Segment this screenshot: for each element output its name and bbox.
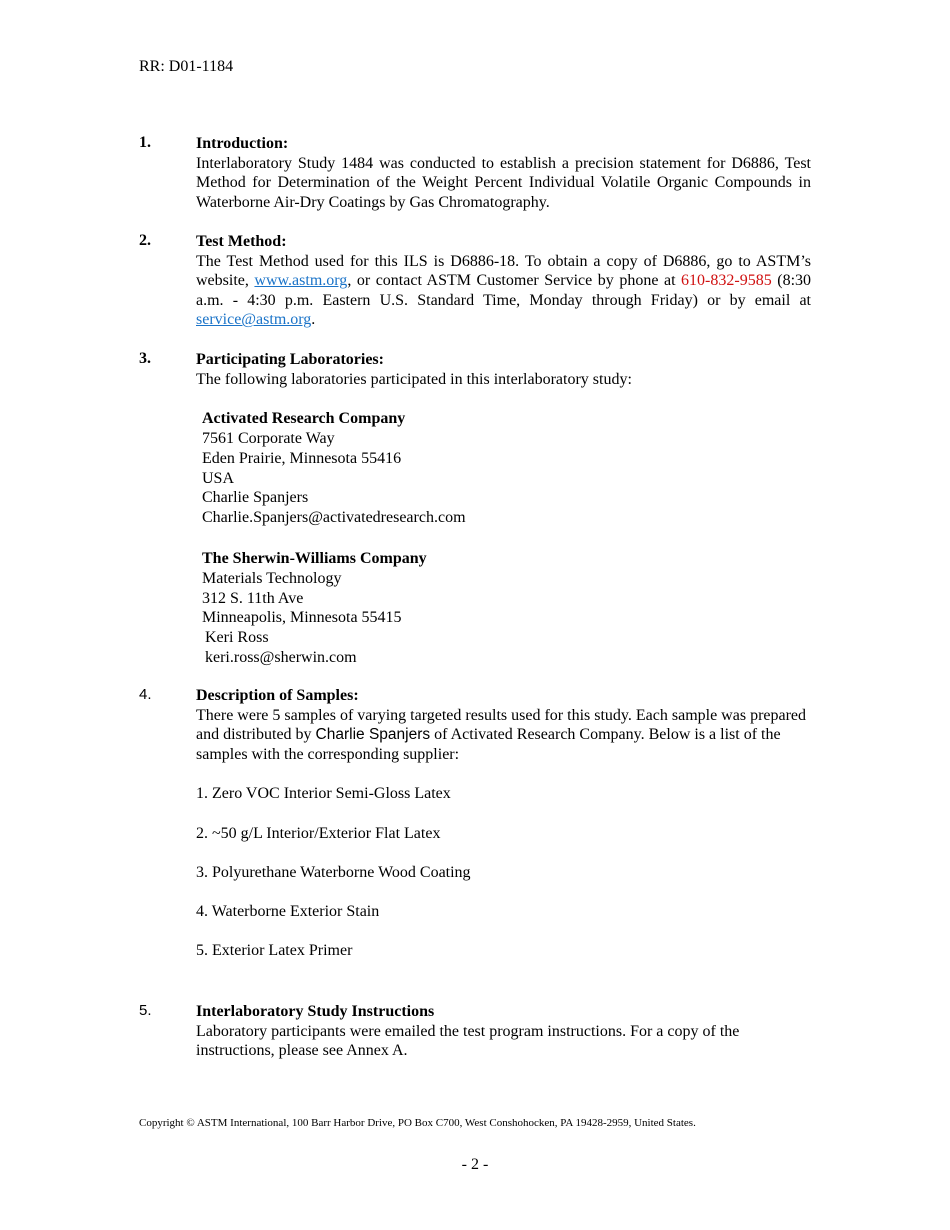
sample-item: 5. Exterior Latex Primer — [196, 942, 353, 960]
lab-address-line: Materials Technology — [202, 569, 342, 587]
section-heading: Description of Samples: — [196, 687, 359, 704]
section-text: There were 5 samples of varying targeted results used for this study. Each sample was prepared and distributed by Charlie Spanjers of Activated Research Company. Below is a list of the samples with the corresponding supplier: — [196, 706, 807, 763]
section-text: The following laboratories participated in this interlaboratory study: — [196, 370, 632, 388]
lab-address-line: Minneapolis, Minnesota 55415 — [202, 609, 402, 627]
lab-name: Activated Research Company — [202, 410, 406, 428]
phone-number[interactable]: 610-832-9585 — [681, 272, 772, 290]
lab-entry-activated-research — [202, 409, 811, 528]
section-heading: Introduction: — [196, 135, 289, 152]
copyright-footer: Copyright © ASTM International, 100 Barr Harbor Drive, PO Box C700, West Conshohocken, PA 19428-2959, United States. — [139, 1117, 696, 1129]
lab-address-line: USA — [202, 469, 235, 487]
page-number: - 2 - — [461, 1156, 489, 1173]
astm-website-link[interactable]: www.astm.org — [254, 272, 348, 290]
section-number: 3. — [139, 350, 151, 367]
lab-contact: Keri Ross — [205, 629, 269, 647]
sample-list — [196, 784, 811, 960]
service-email-link[interactable]: service@astm.org — [196, 311, 312, 329]
section-text: Laboratory participants were emailed the test program instructions. For a copy of the instructions, please see Annex A. — [196, 1022, 740, 1060]
lab-address-line: Eden Prairie, Minnesota 55416 — [202, 449, 402, 467]
sample-item: 1. Zero VOC Interior Semi-Gloss Latex — [196, 785, 451, 803]
lab-email: keri.ross@sherwin.com — [205, 648, 357, 666]
lab-email: Charlie.Spanjers@activatedresearch.com — [202, 509, 466, 527]
lab-contact: Charlie Spanjers — [202, 489, 309, 507]
section-description-of-samples — [139, 686, 811, 980]
section-number: 4. — [139, 686, 152, 703]
section-text: Interlaboratory Study 1484 was conducted to establish a precision statement for D6886, Test Method for Determination of the Weight Percent Individual Volatile Organic Compounds in Waterborne Air-Dry Coatings by Gas Chromatography. — [196, 154, 811, 211]
distributor-name: Charlie Spanjers — [315, 726, 431, 744]
section-number: 2. — [139, 232, 151, 249]
sample-item: 4. Waterborne Exterior Stain — [196, 902, 380, 920]
document-id: RR: D01-1184 — [139, 58, 234, 75]
lab-address-line: 7561 Corporate Way — [202, 429, 335, 447]
sample-item: 3. Polyurethane Waterborne Wood Coating — [196, 863, 471, 881]
section-heading: Test Method: — [196, 233, 287, 250]
sample-item: 2. ~50 g/L Interior/Exterior Flat Latex — [196, 824, 441, 842]
section-heading: Interlaboratory Study Instructions — [196, 1003, 435, 1020]
lab-address-line: 312 S. 11th Ave — [202, 589, 304, 607]
section-heading: Participating Laboratories: — [196, 351, 384, 368]
lab-entry-sherwin-williams — [202, 549, 811, 668]
section-study-instructions — [139, 1002, 811, 1061]
lab-name: The Sherwin-Williams Company — [202, 549, 427, 567]
section-test-method — [139, 232, 811, 330]
section-number: 5. — [139, 1002, 152, 1019]
section-introduction — [139, 134, 811, 212]
section-number: 1. — [139, 134, 151, 151]
section-text: The Test Method used for this ILS is D6886-18. To obtain a copy of D6886, go to ASTM’s website, www.astm.org, or contact ASTM Customer Service by phone at 610-832-9585 (8:30 a.m. - 4:30 p.m. Eastern U.S. Standard Time, Monday through Friday) or by email at service@astm.org. — [196, 252, 812, 329]
section-participating-laboratories — [139, 350, 811, 668]
